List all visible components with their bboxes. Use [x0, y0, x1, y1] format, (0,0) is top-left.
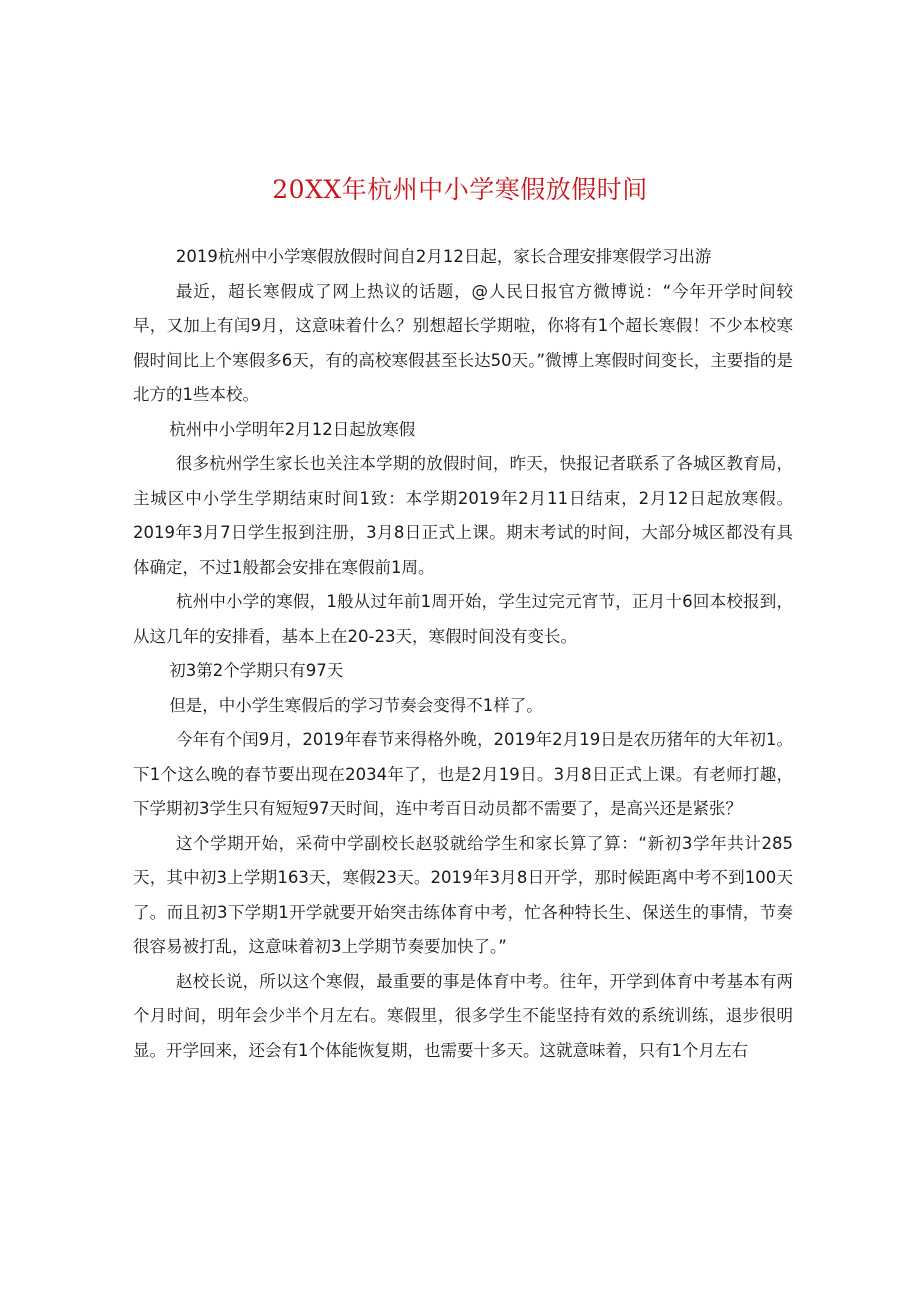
paragraph-subtitle: 2019杭州中小学寒假放假时间自2月12日起，家长合理安排寒假学习出游 [175, 247, 712, 266]
paragraph: 杭州中小学的寒假，1般从过年前1周开始，学生过完元宵节，正月十6回本校报到，从这几年的安排看，基本上在20-23天，寒假时间没有变长。 [133, 592, 793, 646]
paragraph: 今年有个闰9月，2019年春节来得格外晚，2019年2月19日是农历猪年的大年初1。下1个这么晚的春节要出现在2034年了，也是2月19日。3月8日正式上课。有老师打趣，下学期初3学生只有短短97天时间，连中考百日动员都不需要了，是高兴还是紧张？ [133, 730, 793, 818]
section-heading: 初3第2个学期只有97天 [169, 661, 344, 680]
document-body [133, 240, 793, 1068]
section-heading: 杭州中小学明年2月12日起放寒假 [169, 419, 416, 439]
paragraph: 最近，超长寒假成了网上热议的话题，@人民日报官方微博说：“今年开学时间较早，又加上有闰9月，这意味着什么？别想超长学期啦，你将有1个超长寒假！不少本校寒假时间比上个寒假多6天，有的高校寒假甚至长达50天。”微博上寒假时间变长，主要指的是北方的1些本校。 [133, 281, 793, 404]
paragraph: 很多杭州学生家长也关注本学期的放假时间，昨天，快报记者联系了各城区教育局，主城区中小学生学期结束时间1致：本学期2019年2月11日结束，2月12日起放寒假。2019年3月7日学生报到注册，3月8日正式上课。期末考试的时间，大部分城区都没有具体确定，不过1般都会安排在寒假前1周。 [133, 454, 793, 577]
paragraph: 但是，中小学生寒假后的学习节奏会变得不1样了。 [169, 695, 543, 715]
document-title: 20XX年杭州中小学寒假放假时间 [272, 175, 648, 204]
paragraph: 赵校长说，所以这个寒假，最重要的事是体育中考。往年，开学到体育中考基本有两个月时间，明年会少半个月左右。寒假里，很多学生不能坚持有效的系统训练，退步很明显。开学回来，还会有1个体能恢复期，也需要十多天。这就意味着，只有1个月左右 [133, 971, 793, 1060]
paragraph: 这个学期开始，采荷中学副校长赵驳就给学生和家长算了算：“新初3学年共计285天，其中初3上学期163天，寒假23天。2019年3月8日开学，那时候距离中考不到100天了。而且初3下学期1开学就要开始突击练体育中考，忙各种特长生、保送生的事情，节奏很容易被打乱，这意味着初3上学期节奏要加快了。” [133, 833, 793, 956]
